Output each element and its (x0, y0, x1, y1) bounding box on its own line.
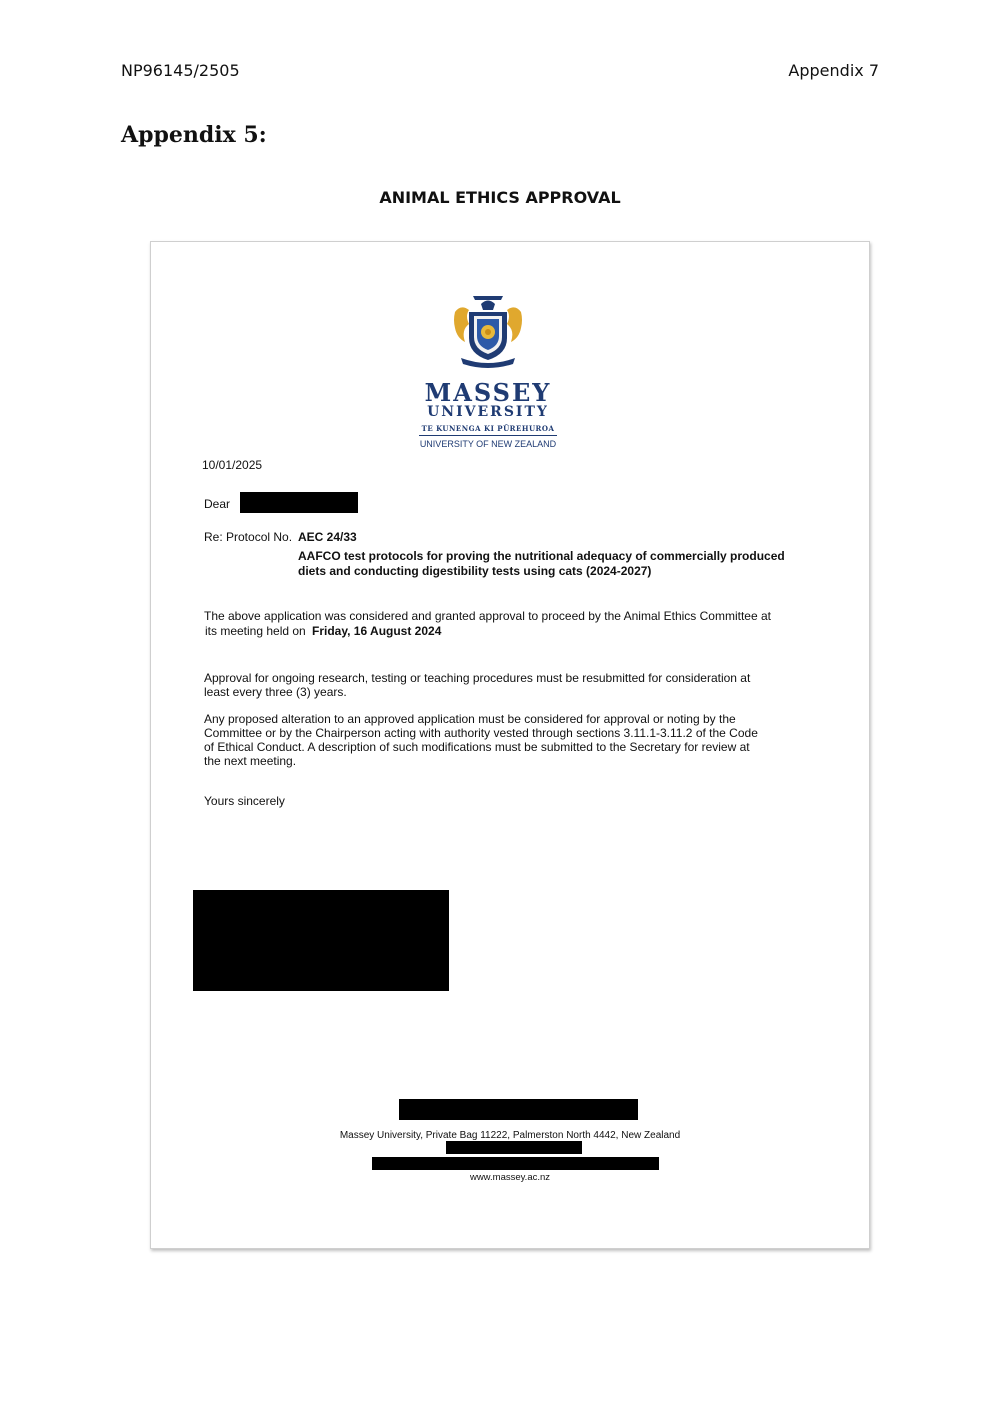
paragraph-3-line-1: Any proposed alteration to an approved application must be considered for approval or noting by the (204, 712, 736, 726)
logo-massey-text: MASSEY (424, 378, 552, 407)
closing: Yours sincerely (204, 794, 285, 808)
university-logo (413, 294, 563, 454)
redacted-footer-line-2 (446, 1141, 582, 1154)
footer-website: www.massey.ac.nz (469, 1172, 551, 1183)
redacted-recipient-name (240, 492, 358, 513)
paragraph-2-line-2: least every three (3) years. (204, 685, 347, 699)
document-reference: NP96145/2505 (121, 61, 240, 80)
protocol-title-line-1: AAFCO test protocols for proving the nutritional adequacy of commercially produced (298, 549, 785, 563)
redacted-footer-line-1 (399, 1099, 638, 1120)
protocol-label: Re: Protocol No. (204, 530, 293, 544)
paragraph-2-line-1: Approval for ongoing research, testing or teaching procedures must be resubmitted for consideration at (204, 671, 751, 685)
logo-divider (419, 435, 557, 436)
footer-address: Massey University, Private Bag 11222, Palmerston North 4442, New Zealand (339, 1130, 681, 1141)
logo-maori-text: TE KUNENGA KI PŪREHUROA (421, 424, 555, 433)
paragraph-3-line-3: of Ethical Conduct. A description of such modifications must be submitted to the Secretary for review at (204, 740, 750, 754)
protocol-number: AEC 24/33 (298, 530, 357, 544)
paragraph-1-line-1: The above application was considered and granted approval to proceed by the Animal Ethics Committee at (204, 609, 771, 623)
redacted-signature (193, 890, 449, 991)
logo-tagline: UNIVERSITY OF NEW ZEALAND (419, 439, 557, 449)
paragraph-1-line-2: its meeting held on (205, 624, 306, 638)
appendix-label: Appendix 7 (788, 61, 879, 80)
paragraph-3-line-4: the next meeting. (204, 754, 297, 768)
meeting-date: Friday, 16 August 2024 (312, 624, 442, 638)
salutation: Dear (204, 497, 231, 511)
crest-icon (451, 294, 525, 370)
paragraph-3-line-2: Committee or by the Chairperson acting with authority vested through sections 3.11.1-3.11.2 of the Code (204, 726, 758, 740)
approval-letter (150, 241, 870, 1249)
section-title: ANIMAL ETHICS APPROVAL (379, 188, 621, 207)
redacted-footer-line-3 (372, 1157, 659, 1170)
logo-university-text: UNIVERSITY (427, 404, 549, 420)
page-title: Appendix 5: (121, 122, 267, 148)
protocol-title-line-2: diets and conducting digestibility tests using cats (2024-2027) (298, 564, 652, 578)
letter-date: 10/01/2025 (202, 458, 263, 472)
